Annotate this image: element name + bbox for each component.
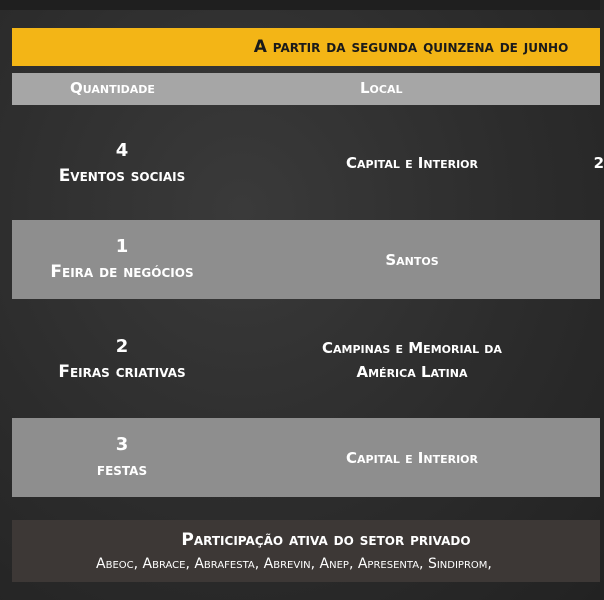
quantity-number: 4 (115, 139, 129, 161)
event-type: Eventos sociais (58, 165, 186, 186)
quantity-cell (12, 312, 232, 407)
location-cell: Santos (385, 250, 439, 269)
private-sector-title: Participação ativa do setor privado (181, 530, 471, 550)
table-row (12, 118, 604, 208)
location-cell: Capital e Interior (346, 448, 478, 467)
table-row (12, 418, 600, 497)
extra-cell: 2 (593, 154, 604, 172)
quantity-cell (12, 418, 232, 497)
private-sector-list: Abeoc, Abrace, Abrafesta, Abrevin, Anep, Apresenta, Sindiprom, (96, 556, 492, 572)
event-type: Feiras criativas (58, 362, 186, 383)
top-divider (0, 0, 600, 10)
event-type: festas (96, 460, 148, 481)
location-cell: Campinas e Memorial da América Latina (322, 338, 502, 381)
location-cell: Capital e Interior (346, 154, 478, 172)
header-quantidade: Quantidade (70, 79, 155, 97)
header-local: Local (360, 79, 403, 97)
quantity-number: 2 (115, 336, 129, 358)
quantity-cell (12, 220, 232, 299)
table-row (12, 312, 600, 407)
quantity-cell (12, 118, 232, 208)
period-banner (12, 28, 600, 66)
quantity-number: 3 (115, 434, 129, 456)
banner-title: A partir da segunda quinzena de junho (253, 37, 569, 57)
table-row (12, 220, 600, 299)
table-header (12, 73, 600, 105)
private-sector-box (12, 520, 600, 582)
quantity-number: 1 (115, 236, 129, 258)
event-type: Feira de negócios (50, 262, 194, 283)
